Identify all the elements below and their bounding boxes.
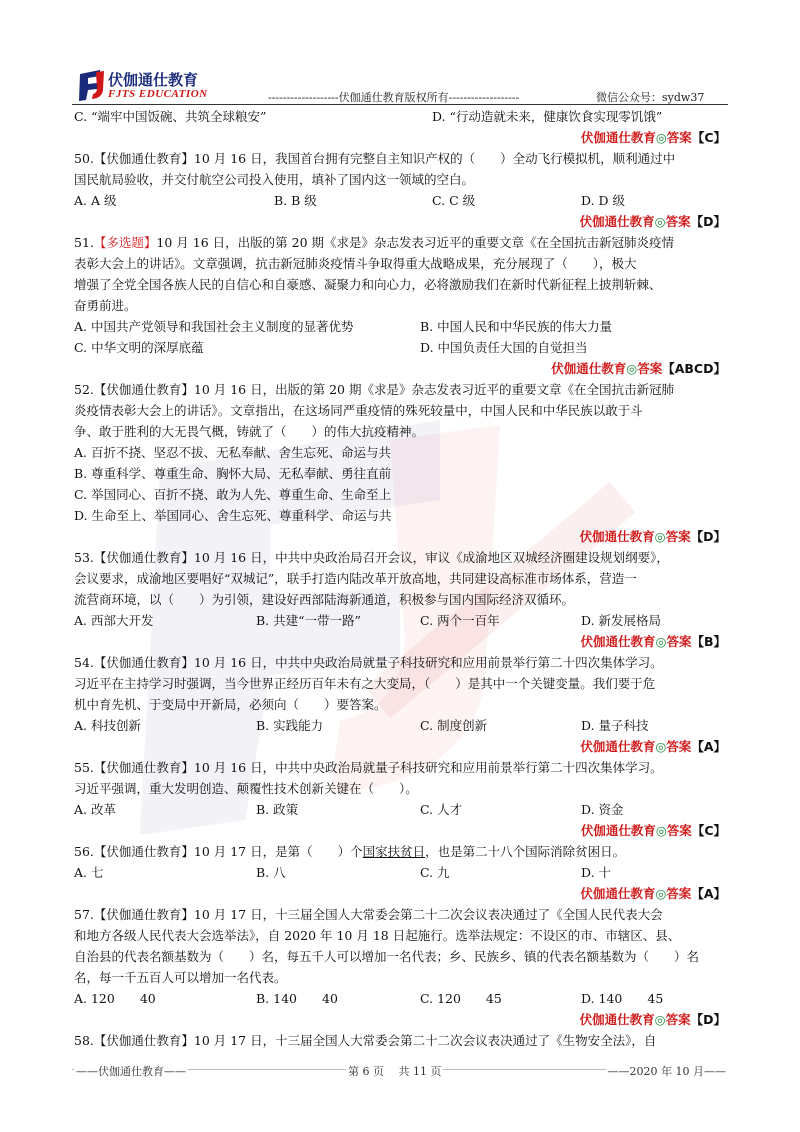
q53-answer: 伏伽通仕教育◎答案【B】: [580, 634, 726, 649]
q51-option-d: D. 中国负责任大国的自觉担当: [420, 340, 588, 355]
q57-stem-line: 57.【伏伽通仕教育】10 月 17 日，十三届全国人大常委会第二十二次会议表决通过了《全国人民代表大会: [74, 907, 663, 922]
q49-answer-key: 【C】: [691, 130, 726, 145]
q57-stem-line: 和地方各级人民代表大会选举法》，自 2020 年 10 月 18 日起施行。选举法规定：不设区的市、市辖区、县、: [74, 928, 681, 943]
wechat-account: 微信公众号：sydw37: [596, 91, 705, 104]
q54-option-b: B. 实践能力: [256, 718, 324, 733]
multi-choice-tag: 【多选题】: [93, 235, 157, 250]
q56-answer-key: 【A】: [691, 886, 726, 901]
q49-answer: 伏伽通仕教育◎答案【C】: [580, 130, 726, 145]
q54-stem-line: 54.【伏伽通仕教育】10 月 16 日，中共中央政治局就量子科技研究和应用前景举行第二十四次集体学习。: [74, 655, 663, 670]
q51-option-a: A. 中国共产党领导和我国社会主义制度的显著优势: [74, 319, 354, 334]
footer-date: ——2020 年 10 月——: [607, 1065, 726, 1078]
q55-answer: 伏伽通仕教育◎答案【C】: [580, 823, 726, 838]
q51-stem-line: 51.【多选题】10 月 16 日，出版的第 20 期《求是》杂志发表习近平的重要文章《在全国抗击新冠肺炎疫情: [74, 235, 674, 250]
q51-answer: 伏伽通仕教育◎答案【ABCD】: [551, 361, 726, 376]
q50-stem-line: 50.【伏伽通仕教育】10 月 16 日，我国首台拥有完整自主知识产权的（ ）全动飞行模拟机，顺利通过中: [74, 151, 676, 166]
q51-stem-line: 表彰大会上的讲话》。文章强调，抗击新冠肺炎疫情斗争取得重大战略成果，充分展现了（ ），极大: [74, 256, 637, 271]
q53-option-c: C. 两个一百年: [420, 613, 500, 628]
q57-option-d: D. 140 45: [581, 991, 664, 1006]
q54-option-a: A. 科技创新: [74, 718, 141, 733]
q53-option-b: B. 共建“一带一路”: [256, 613, 361, 628]
q51-stem-line: 奋勇前进。: [74, 298, 137, 313]
q49-option-d: D. “行动造就未来，健康饮食实现零饥饿”: [432, 109, 663, 124]
q54-option-c: C. 制度创新: [420, 718, 488, 733]
q56-option-b: B. 八: [256, 865, 286, 880]
q55-option-b: B. 政策: [256, 802, 299, 817]
q52-option-d: D. 生命至上、举国同心、舍生忘死、尊重科学、命运与共: [74, 508, 392, 523]
q51-answer-key: 【ABCD】: [662, 361, 726, 376]
q54-answer: 伏伽通仕教育◎答案【A】: [580, 739, 726, 754]
q55-stem-line: 习近平强调，重大发明创造、颠覆性技术创新关键在（ ）。: [74, 781, 418, 796]
q56-option-a: A. 七: [74, 865, 104, 880]
q50-option-c: C. C 级: [432, 193, 476, 208]
copyright-notice: -------------------伏伽通仕教育版权所有-------------------: [268, 91, 520, 104]
q49-option-c: C. “端牢中国饭碗、共筑全球粮安”: [74, 109, 267, 124]
q55-stem-line: 55.【伏伽通仕教育】10 月 16 日，中共中央政治局就量子科技研究和应用前景举行第二十四次集体学习。: [74, 760, 663, 775]
q53-stem-line: 53.【伏伽通仕教育】10 月 16 日，中共中央政治局召开会议，审议《成渝地区双城经济圈建设规划纲要》，: [74, 550, 669, 565]
q53-option-d: D. 新发展格局: [581, 613, 662, 628]
q53-stem-line: 会议要求，成渝地区要唱好“双城记”，联手打造内陆改革开放高地，共同建设高标准市场体系，营造一: [74, 571, 637, 586]
footer-brand: ——伏伽通仕教育——: [76, 1065, 186, 1078]
q52-stem-line: 52.【伏伽通仕教育】10 月 16 日，出版的第 20 期《求是》杂志发表习近平的重要文章《在全国抗击新冠肺: [74, 382, 674, 397]
q51-option-c: C. 中华文明的深厚底蕴: [74, 340, 204, 355]
poverty-day-underlined: 国家扶贫日: [362, 844, 426, 859]
q52-answer: 伏伽通仕教育◎答案【D】: [579, 529, 726, 544]
q55-option-c: C. 人才: [420, 802, 463, 817]
q52-stem-line: 炎疫情表彰大会上的讲话》。文章指出，在这场同严重疫情的殊死较量中，中国人民和中华民族以敢于斗: [74, 403, 643, 418]
q52-stem-line: 争、敢于胜利的大无畏气概，铸就了（ ）的伟大抗疫精神。: [74, 424, 425, 439]
q56-option-c: C. 九: [420, 865, 450, 880]
q57-answer-key: 【D】: [690, 1012, 726, 1027]
q57-stem-line: 自治县的代表名额基数为（ ）名，每五千人可以增加一名代表；乡、民族乡、镇的代表名额基数为（ ）名: [74, 949, 700, 964]
q54-option-d: D. 量子科技: [581, 718, 649, 733]
q55-option-a: A. 改革: [74, 802, 116, 817]
q50-option-b: B. B 级: [274, 193, 317, 208]
q56-stem-line: 56.【伏伽通仕教育】10 月 17 日，是第（ ）个国家扶贫日，也是第二十八个国际消除贫困日。: [74, 844, 626, 859]
q57-answer: 伏伽通仕教育◎答案【D】: [579, 1012, 726, 1027]
q51-stem-line: 增强了全党全国各族人民的自信心和自豪感、凝聚力和向心力，必将激励我们在新时代新征程上披荆斩棘、: [74, 277, 662, 292]
q50-answer: 伏伽通仕教育◎答案【D】: [579, 214, 726, 229]
q57-stem-line: 名，每一千五百人可以增加一名代表。: [74, 970, 287, 985]
q58-stem-line: 58.【伏伽通仕教育】10 月 17 日，十三届全国人大常委会第二十二次会议表决通过了《生物安全法》，自: [74, 1033, 657, 1048]
page-number: 第 6 页 共 11 页: [348, 1065, 442, 1078]
q56-answer: 伏伽通仕教育◎答案【A】: [580, 886, 726, 901]
q52-option-a: A. 百折不挠、坚忍不拔、无私奉献、舍生忘死、命运与共: [74, 445, 391, 460]
q57-option-b: B. 140 40: [256, 991, 338, 1006]
q57-option-a: A. 120 40: [74, 991, 156, 1006]
q50-option-d: D. D 级: [581, 193, 626, 208]
q53-answer-key: 【B】: [691, 634, 726, 649]
q50-stem-line: 国民航局验收，并交付航空公司投入使用，填补了国内这一领域的空白。: [74, 172, 475, 187]
q51-option-b: B. 中国人民和中华民族的伟大力量: [420, 319, 613, 334]
brand-name-cn: 伏伽通仕教育: [108, 71, 199, 89]
q55-option-d: D. 资金: [581, 802, 624, 817]
q52-option-b: B. 尊重科学、尊重生命、胸怀大局、无私奉献、勇往直前: [74, 466, 392, 481]
q55-answer-key: 【C】: [691, 823, 726, 838]
header-divider: [72, 104, 728, 105]
q54-stem-line: 习近平在主持学习时强调，当今世界正经历百年未有之大变局，（ ）是其中一个关键变量。我们要于危: [74, 676, 656, 691]
fjts-logo-icon: [76, 68, 106, 102]
q53-option-a: A. 西部大开发: [74, 613, 154, 628]
q54-stem-line: 机中育先机、于变局中开新局，必须向（ ）要答案。: [74, 697, 387, 712]
q53-stem-line: 流营商环境，以（ ）为引领，建设好西部陆海新通道，积极参与国内国际经济双循环。: [74, 592, 575, 607]
q54-answer-key: 【A】: [691, 739, 726, 754]
q57-option-c: C. 120 45: [420, 991, 502, 1006]
q50-option-a: A. A 级: [74, 193, 117, 208]
q52-option-c: C. 举国同心、百折不挠、敢为人先、尊重生命、生命至上: [74, 487, 392, 502]
q56-option-d: D. 十: [581, 865, 612, 880]
q52-answer-key: 【D】: [690, 529, 726, 544]
q50-answer-key: 【D】: [690, 214, 726, 229]
brand-name-en: FJTS EDUCATION: [108, 88, 208, 100]
